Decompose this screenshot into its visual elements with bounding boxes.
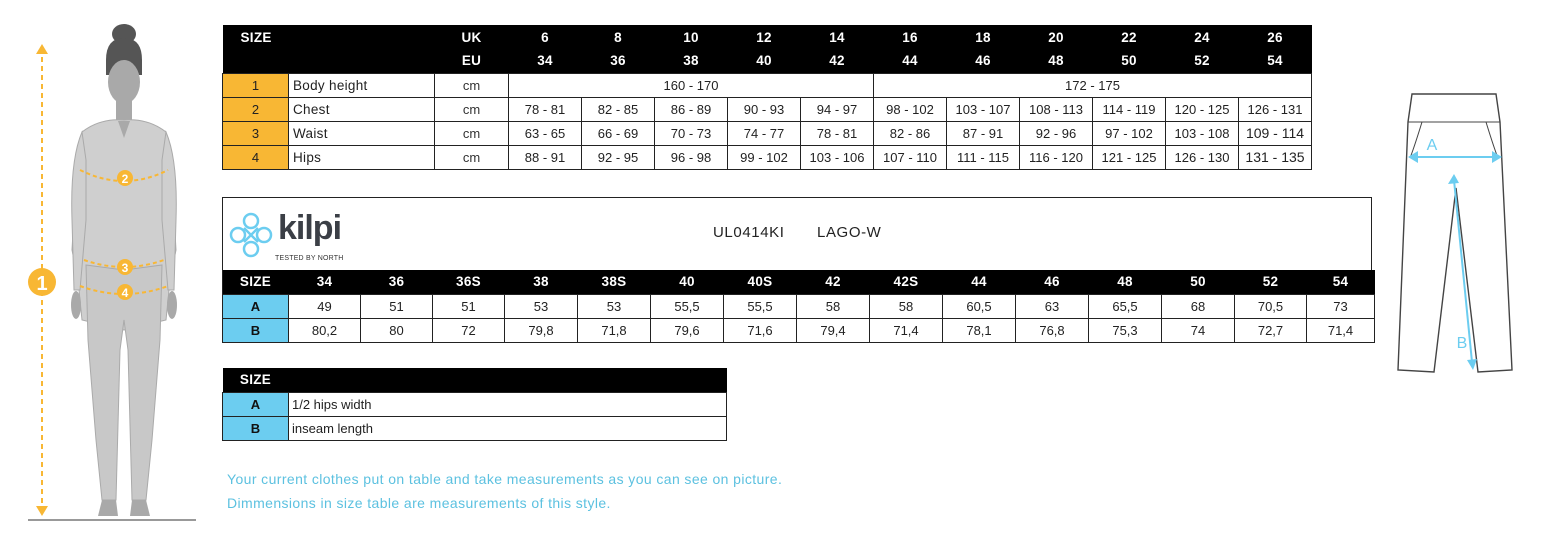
table-cell: 96 - 98 [655, 145, 728, 169]
eu-size: 42 [801, 49, 874, 73]
size-label: 34 [289, 270, 361, 294]
row-index: A [223, 392, 289, 416]
size-label: 40S [724, 270, 797, 294]
table-cell: 71,4 [870, 318, 943, 342]
table-cell: 51 [361, 294, 433, 318]
table-cell: 98 - 102 [874, 97, 947, 121]
marker-hips [117, 284, 133, 300]
table-cell: 90 - 93 [728, 97, 801, 121]
size-header: SIZE [223, 25, 435, 49]
pants-marker-a: A [1426, 137, 1438, 154]
table-cell: 121 - 125 [1093, 145, 1166, 169]
female-figure-illustration [20, 20, 210, 525]
eu-label: EU [435, 49, 509, 73]
table-cell: 126 - 130 [1166, 145, 1239, 169]
size-label: 36 [361, 270, 433, 294]
knot-icon [228, 211, 274, 261]
row-index: B [223, 416, 289, 440]
table-cell: 120 - 125 [1166, 97, 1239, 121]
table-cell: 51 [433, 294, 505, 318]
table-cell: 126 - 131 [1239, 97, 1312, 121]
svg-text:4: 4 [121, 286, 129, 300]
garment-size-header [223, 270, 1375, 294]
size-label: 50 [1162, 270, 1235, 294]
legend-header [223, 368, 727, 392]
eu-size: 34 [509, 49, 582, 73]
table-cell: 80,2 [289, 318, 361, 342]
row-unit: cm [435, 73, 509, 97]
row-index: 3 [223, 121, 289, 145]
table-cell: 103 - 108 [1166, 121, 1239, 145]
table-cell: 74 [1162, 318, 1235, 342]
table-cell: 66 - 69 [582, 121, 655, 145]
marker-waist [117, 259, 133, 275]
row-index: 2 [223, 97, 289, 121]
uk-size: 20 [1020, 25, 1093, 49]
product-model: LAGO-W [817, 224, 882, 241]
svg-text:1: 1 [36, 273, 48, 295]
table-cell: 72 [433, 318, 505, 342]
table-cell: 80 [361, 318, 433, 342]
uk-size-row [223, 25, 1312, 49]
table-cell: 79,8 [505, 318, 578, 342]
body-size-table [222, 25, 1312, 170]
eu-size: 54 [1239, 49, 1312, 73]
table-cell: 63 [1016, 294, 1089, 318]
table-cell: 108 - 113 [1020, 97, 1093, 121]
eu-size: 50 [1093, 49, 1166, 73]
table-cell: 92 - 95 [582, 145, 655, 169]
svg-text:2: 2 [121, 172, 129, 186]
row-label: Waist [289, 121, 435, 145]
brand-tagline: TESTED BY NORTH [275, 255, 344, 262]
table-row-a [223, 294, 1375, 318]
table-cell: 75,3 [1089, 318, 1162, 342]
legend-description: inseam length [289, 416, 727, 440]
table-cell: 131 - 135 [1239, 145, 1312, 169]
table-cell: 79,6 [651, 318, 724, 342]
size-label: 42S [870, 270, 943, 294]
size-label: 52 [1235, 270, 1307, 294]
row-unit: cm [435, 97, 509, 121]
table-cell: 160 - 170 [509, 73, 874, 97]
table-cell: 103 - 107 [947, 97, 1020, 121]
table-cell: 55,5 [724, 294, 797, 318]
table-cell: 68 [1162, 294, 1235, 318]
table-cell: 87 - 91 [947, 121, 1020, 145]
legend-row-a [223, 392, 727, 416]
table-cell: 78 - 81 [801, 121, 874, 145]
measurement-note: Your current clothes put on table and take measurements as you can see on picture. [227, 471, 783, 487]
table-row-chest [223, 97, 1312, 121]
table-cell: 49 [289, 294, 361, 318]
table-cell: 78 - 81 [509, 97, 582, 121]
size-label: 36S [433, 270, 505, 294]
eu-size-row [223, 49, 1312, 73]
uk-size: 14 [801, 25, 874, 49]
row-label: Body height [289, 73, 435, 97]
table-cell: 55,5 [651, 294, 724, 318]
table-cell: 71,4 [1307, 318, 1375, 342]
table-cell: 72,7 [1235, 318, 1307, 342]
eu-size: 52 [1166, 49, 1239, 73]
uk-size: 10 [655, 25, 728, 49]
size-label: 38S [578, 270, 651, 294]
table-row-hips [223, 145, 1312, 169]
table-cell: 92 - 96 [1020, 121, 1093, 145]
table-cell: 99 - 102 [728, 145, 801, 169]
eu-size: 48 [1020, 49, 1093, 73]
uk-size: 12 [728, 25, 801, 49]
product-code: UL0414KI [713, 224, 785, 241]
size-label: 54 [1307, 270, 1375, 294]
size-header: SIZE [223, 368, 289, 392]
garment-size-table [222, 270, 1375, 343]
uk-size: 6 [509, 25, 582, 49]
size-label: 48 [1089, 270, 1162, 294]
uk-label: UK [435, 25, 509, 49]
table-cell: 107 - 110 [874, 145, 947, 169]
table-cell: 63 - 65 [509, 121, 582, 145]
row-index: 4 [223, 145, 289, 169]
table-cell: 94 - 97 [801, 97, 874, 121]
table-cell: 58 [870, 294, 943, 318]
table-cell: 71,6 [724, 318, 797, 342]
measurement-legend-table [222, 368, 727, 441]
table-cell: 78,1 [943, 318, 1016, 342]
marker-height [28, 268, 56, 296]
table-cell: 82 - 85 [582, 97, 655, 121]
row-index: B [223, 318, 289, 342]
table-cell: 97 - 102 [1093, 121, 1166, 145]
table-cell: 76,8 [1016, 318, 1089, 342]
row-label: Hips [289, 145, 435, 169]
row-index: 1 [223, 73, 289, 97]
table-cell: 116 - 120 [1020, 145, 1093, 169]
uk-size: 8 [582, 25, 655, 49]
table-cell: 58 [797, 294, 870, 318]
table-cell: 114 - 119 [1093, 97, 1166, 121]
table-cell: 60,5 [943, 294, 1016, 318]
brand-name: kilpi [278, 209, 342, 247]
dimension-note: Dimmensions in size table are measurements of this style. [227, 495, 611, 511]
table-cell: 65,5 [1089, 294, 1162, 318]
eu-size: 44 [874, 49, 947, 73]
eu-size: 38 [655, 49, 728, 73]
size-label: 46 [1016, 270, 1089, 294]
row-index: A [223, 294, 289, 318]
size-label: 38 [505, 270, 578, 294]
table-cell: 70,5 [1235, 294, 1307, 318]
uk-size: 16 [874, 25, 947, 49]
row-unit: cm [435, 145, 509, 169]
legend-description: 1/2 hips width [289, 392, 727, 416]
pants-illustration [1392, 88, 1518, 378]
eu-size: 40 [728, 49, 801, 73]
uk-size: 18 [947, 25, 1020, 49]
size-label: 42 [797, 270, 870, 294]
table-cell: 73 [1307, 294, 1375, 318]
table-cell: 71,8 [578, 318, 651, 342]
size-label: 44 [943, 270, 1016, 294]
row-unit: cm [435, 121, 509, 145]
uk-size: 26 [1239, 25, 1312, 49]
eu-size: 36 [582, 49, 655, 73]
row-label: Chest [289, 97, 435, 121]
table-row-b [223, 318, 1375, 342]
uk-size: 22 [1093, 25, 1166, 49]
table-cell: 111 - 115 [947, 145, 1020, 169]
uk-size: 24 [1166, 25, 1239, 49]
legend-row-b [223, 416, 727, 440]
table-cell: 53 [505, 294, 578, 318]
pants-marker-b: B [1456, 335, 1468, 352]
size-label: 40 [651, 270, 724, 294]
table-cell: 88 - 91 [509, 145, 582, 169]
marker-chest [117, 170, 133, 186]
table-cell: 74 - 77 [728, 121, 801, 145]
table-cell: 172 - 175 [874, 73, 1312, 97]
table-cell: 82 - 86 [874, 121, 947, 145]
table-row-waist [223, 121, 1312, 145]
table-cell: 70 - 73 [655, 121, 728, 145]
size-header: SIZE [223, 270, 289, 294]
eu-size: 46 [947, 49, 1020, 73]
table-cell: 86 - 89 [655, 97, 728, 121]
svg-text:3: 3 [121, 261, 129, 275]
table-cell: 109 - 114 [1239, 121, 1312, 145]
table-cell: 103 - 106 [801, 145, 874, 169]
table-cell: 53 [578, 294, 651, 318]
table-row-body-height [223, 73, 1312, 97]
table-cell: 79,4 [797, 318, 870, 342]
brand-logo [228, 205, 358, 267]
